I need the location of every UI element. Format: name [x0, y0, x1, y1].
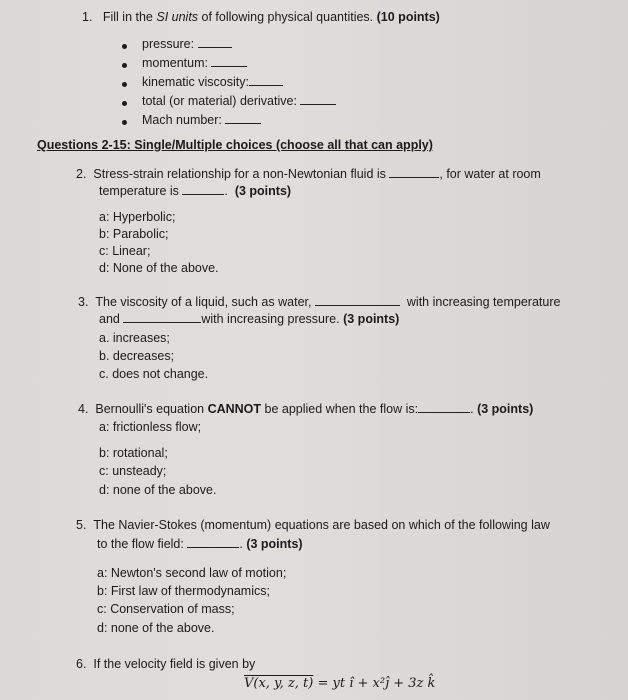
q1-points: (10 points) [376, 10, 440, 24]
q1-post: of following physical quantities. [198, 10, 374, 24]
q4-line1: 4. Bernoulli's equation CANNOT be applied when the flow is: . (3 points) [78, 402, 534, 416]
q3-option: c. does not change. [99, 367, 209, 381]
q2-line2: temperature is . (3 points) [99, 184, 292, 198]
q4-option: c: unsteady; [99, 464, 167, 478]
q4-option: a: frictionless flow; [99, 420, 202, 434]
q2-option: d: None of the above. [99, 261, 219, 275]
section-header: Questions 2-15: Single/Multiple choices (choose all that can apply) [37, 138, 433, 152]
bullet-icon [122, 101, 127, 106]
q1-si: SI units [156, 10, 199, 24]
q5-option: a: Newton's second law of motion; [97, 566, 287, 580]
q2-option: c: Linear; [99, 244, 151, 258]
q5-option: b: First law of thermodynamics; [97, 584, 270, 598]
q1-item: kinematic viscosity: [142, 75, 283, 90]
q2-line1: 2. Stress-strain relationship for a non-Newtonian fluid is , for water at room [76, 167, 541, 181]
q6-formula-lhs: V(x, y, z, t) [244, 676, 314, 691]
q4-option: b: rotational; [99, 446, 168, 460]
q3-line1: 3. The viscosity of a liquid, such as water, with increasing temperature [78, 295, 561, 309]
q3-line2: and with increasing pressure. (3 points) [99, 312, 400, 326]
q4-option: d: none of the above. [99, 483, 217, 497]
q5-option: c: Conservation of mass; [97, 602, 235, 616]
bullet-icon [122, 63, 127, 68]
q3-option: a. increases; [99, 331, 170, 345]
q3-option: b. decreases; [99, 349, 175, 363]
q1-number: 1. [82, 10, 93, 24]
bullet-icon [122, 44, 127, 49]
q1-item: pressure: [142, 37, 232, 52]
q6-velocity-formula [244, 676, 435, 691]
q1-item: Mach number: [142, 113, 261, 128]
q1-item: momentum: [142, 56, 247, 71]
q5-line1: 5. The Navier-Stokes (momentum) equations are based on which of the following law [76, 518, 550, 532]
q5-option: d: none of the above. [97, 621, 215, 635]
q1-item: total (or material) derivative: [142, 94, 336, 109]
q2-option: a: Hyperbolic; [99, 210, 176, 224]
q6-line1: 6. If the velocity field is given by [76, 657, 256, 671]
q1-pre: Fill in the [102, 10, 157, 24]
bullet-icon [122, 120, 127, 125]
q1-line [82, 10, 440, 25]
bullet-icon [122, 82, 127, 87]
q2-option: b: Parabolic; [99, 227, 169, 241]
q6-formula-rhs: = yt î + x²ĵ + 3z k̂ [313, 676, 436, 691]
q5-line2: to the flow field: . (3 points) [97, 537, 303, 551]
